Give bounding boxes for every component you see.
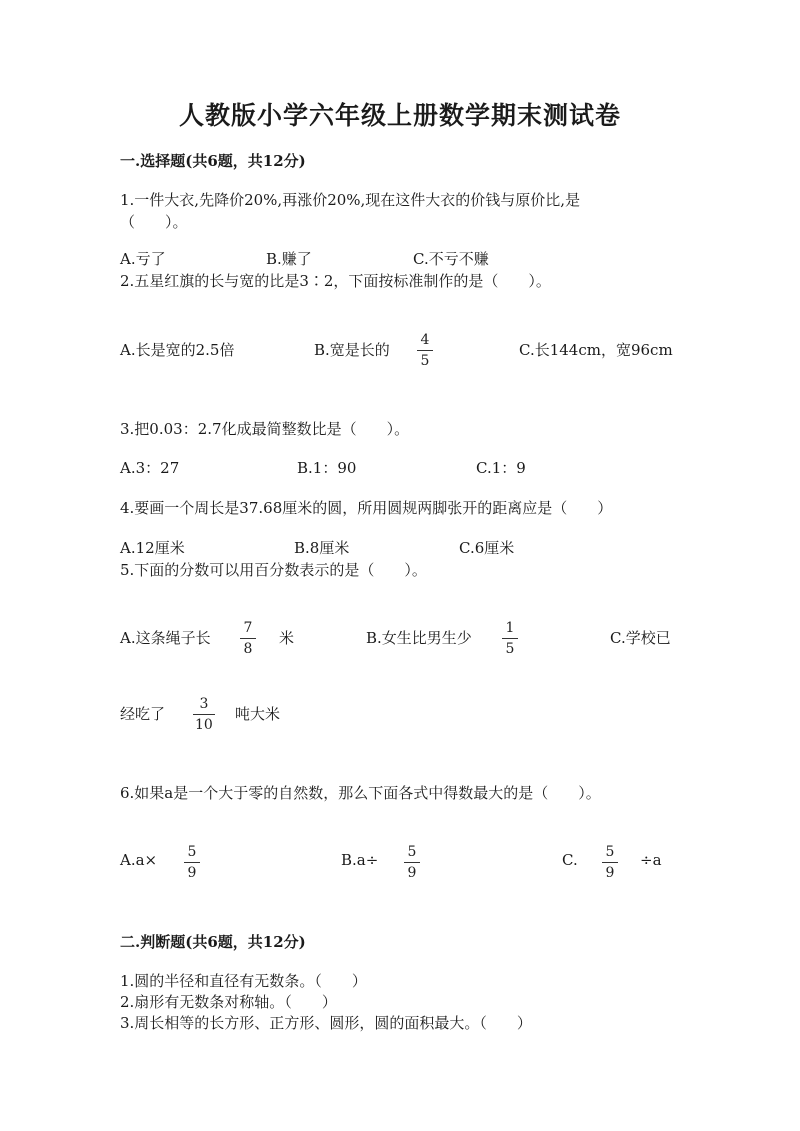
question-1-option-a: A.亏了 — [120, 250, 166, 268]
question-1-option-b: B.赚了 — [266, 250, 312, 268]
question-5-option-b-fraction — [503, 620, 517, 657]
question-5-text: 5.下面的分数可以用百分数表示的是（ ）。 — [120, 561, 427, 579]
fraction-denominator: 10 — [195, 717, 213, 733]
fraction-bar — [404, 862, 420, 863]
question-1-option-c: C.不亏不赚 — [413, 250, 489, 268]
judgment-2-text: 2.扇形有无数条对称轴。（ ） — [120, 993, 337, 1011]
question-1-text: 1.一件大衣,先降价20%,再涨价20%,现在这件大衣的价钱与原价比,是 — [120, 191, 581, 209]
question-2-option-b: B.宽是长的 — [314, 341, 390, 359]
fraction-numerator: 5 — [407, 844, 417, 860]
section-heading-judgment: 二.判断题(共6题，共12分) — [120, 933, 306, 951]
question-4-option-a: A.12厘米 — [120, 539, 185, 557]
question-6-option-c-suffix: ÷a — [640, 851, 662, 869]
fraction-denominator: 5 — [420, 353, 430, 369]
fraction-bar — [240, 638, 256, 639]
question-6-option-c-fraction — [603, 844, 617, 881]
question-5-option-a-fraction — [241, 620, 255, 657]
question-6-option-b-fraction — [405, 844, 419, 881]
question-5-option-c-unit: 吨大米 — [235, 705, 281, 723]
fraction-bar — [602, 862, 618, 863]
question-4-option-b: B.8厘米 — [294, 539, 350, 557]
page-title: 人教版小学六年级上册数学期末测试卷 — [178, 101, 621, 130]
question-5-option-a-unit: 米 — [279, 629, 295, 647]
fraction-bar — [193, 714, 215, 715]
question-5-option-b: B.女生比男生少 — [366, 629, 472, 647]
fraction-denominator: 9 — [605, 865, 615, 881]
fraction-numerator: 4 — [420, 332, 430, 348]
question-4-option-c: C.6厘米 — [459, 539, 515, 557]
question-3-option-c: C.1：9 — [476, 459, 526, 477]
fraction-denominator: 9 — [187, 865, 197, 881]
fraction-numerator: 5 — [605, 844, 615, 860]
question-5-option-c: C.学校已 — [610, 629, 671, 647]
question-2-option-a: A.长是宽的2.5倍 — [120, 341, 235, 359]
question-5-option-c-cont: 经吃了 — [120, 705, 166, 723]
fraction-bar — [184, 862, 200, 863]
question-6-option-a: A.a× — [120, 851, 158, 869]
question-3-text: 3.把0.03：2.7化成最简整数比是（ ）。 — [120, 420, 410, 438]
question-3-option-a: A.3：27 — [120, 459, 180, 477]
section-heading-choice: 一.选择题(共6题，共12分) — [120, 152, 306, 170]
question-5-option-a: A.这条绳子长 — [120, 629, 211, 647]
fraction-bar — [417, 350, 433, 351]
question-3-option-b: B.1：90 — [297, 459, 357, 477]
question-4-text: 4.要画一个周长是37.68厘米的圆，所用圆规两脚张开的距离应是（ ） — [120, 499, 613, 517]
question-6-text: 6.如果a是一个大于零的自然数，那么下面各式中得数最大的是（ ）。 — [120, 784, 601, 802]
fraction-numerator: 3 — [199, 696, 209, 712]
fraction-numerator: 5 — [187, 844, 197, 860]
question-1-text-cont: （ ）。 — [120, 213, 188, 231]
fraction-numerator: 1 — [505, 620, 515, 636]
question-6-option-b: B.a÷ — [341, 851, 379, 869]
question-2-option-b-fraction — [418, 332, 432, 369]
judgment-3-text: 3.周长相等的长方形、正方形、圆形，圆的面积最大。（ ） — [120, 1014, 532, 1032]
fraction-denominator: 5 — [505, 641, 515, 657]
fraction-denominator: 8 — [243, 641, 253, 657]
fraction-bar — [502, 638, 518, 639]
question-2-text: 2.五星红旗的长与宽的比是3∶2，下面按标准制作的是（ ）。 — [120, 272, 551, 290]
question-2-option-c: C.长144cm，宽96cm — [519, 341, 673, 359]
fraction-denominator: 9 — [407, 865, 417, 881]
fraction-numerator: 7 — [243, 620, 253, 636]
judgment-1-text: 1.圆的半径和直径有无数条。（ ） — [120, 972, 367, 990]
question-5-option-c-fraction — [194, 696, 214, 733]
question-6-option-a-fraction — [185, 844, 199, 881]
question-6-option-c: C. — [562, 851, 578, 869]
